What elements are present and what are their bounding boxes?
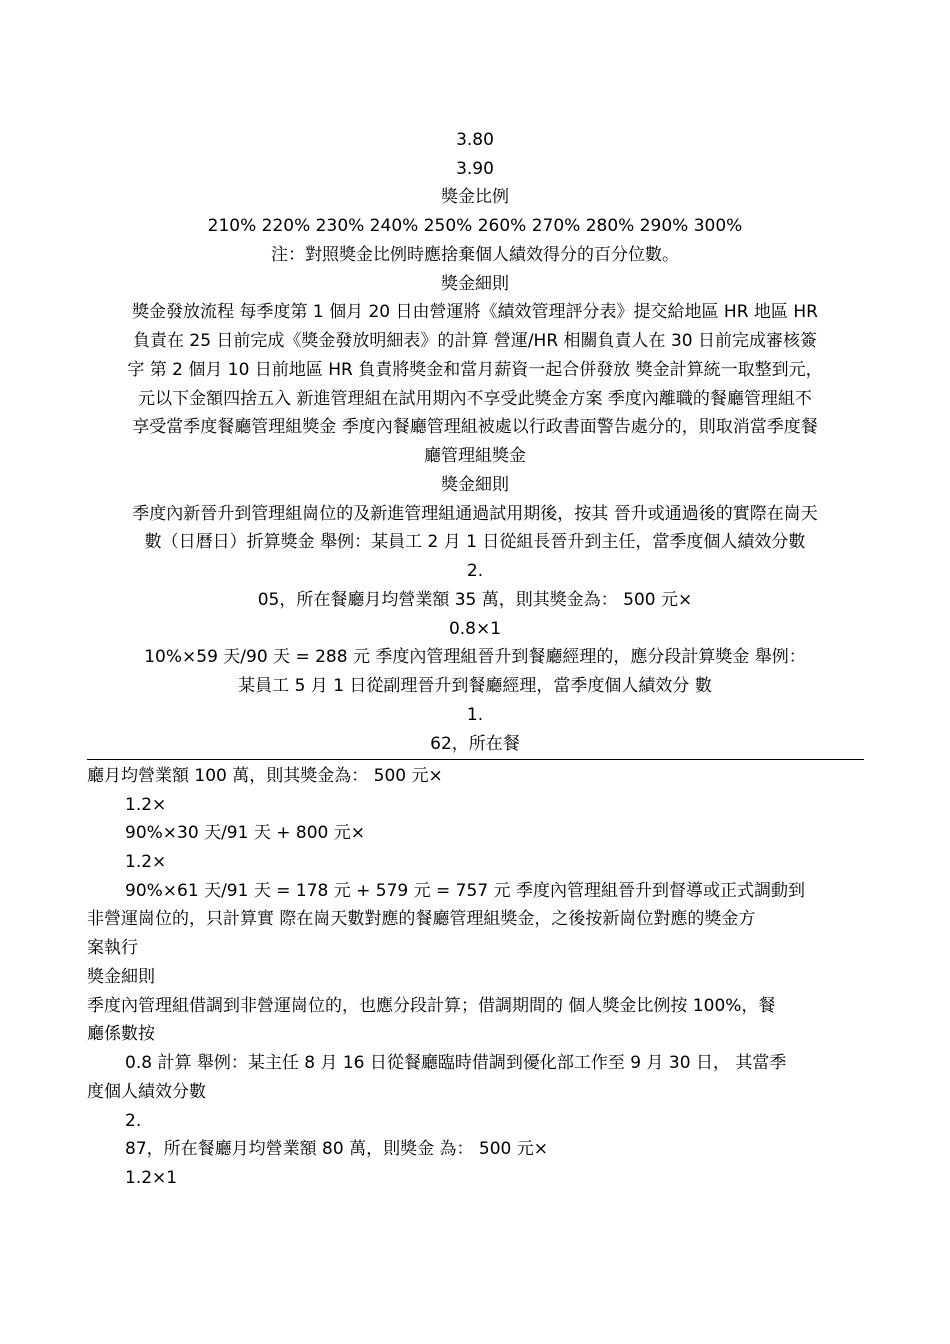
paragraph-line: 元以下金額四捨五入 新進管理組在試用期內不享受此獎金方案 季度內離職的餐廳管理組不 — [138, 389, 812, 409]
paragraph-line: 0.8×1 — [448, 619, 502, 639]
paragraph-line: 廳管理組獎金 — [424, 446, 526, 466]
paragraph-line: 非營運崗位的，只計算實 際在崗天數對應的餐廳管理組獎金，之後按新崗位對應的獎金方 — [87, 909, 756, 929]
paragraph-line: 享受當季度餐廳管理組獎金 季度內餐廳管理組被處以行政書面警告處分的，則取消當季度餐 — [132, 417, 818, 437]
horizontal-divider — [87, 759, 864, 760]
paragraph-line: 1. — [466, 705, 484, 725]
paragraph-line: 廳係數按 — [87, 1024, 155, 1044]
note-text: 注：對照獎金比例時應捨棄個人績效得分的百分位數。 — [271, 245, 679, 265]
paragraph-line: 度個人績效分數 — [87, 1082, 206, 1102]
paragraph-line: 2. — [125, 1111, 142, 1131]
paragraph-line: 季度內新晉升到管理組崗位的及新進管理組通過試用期後，按其 晉升或通過後的實際在崗天 — [132, 504, 818, 524]
table-row-value: 3.90 — [456, 159, 494, 179]
paragraph-line: 某員工 5 月 1 日從副理晉升到餐廳經理，當季度個人績效分 數 — [238, 676, 712, 696]
paragraph-line: 獎金發放流程 每季度第 1 個月 20 日由營運將《績效管理評分表》提交給地區 HR 地區 HR — [132, 302, 818, 322]
paragraph-line: 季度內管理組借調到非營運崗位的，也應分段計算；借調期間的 個人獎金比例按 100%，餐 — [87, 996, 776, 1016]
paragraph-line: 87，所在餐廳月均營業額 80 萬，則獎金 為： 500 元× — [125, 1139, 548, 1159]
paragraph-line: 案執行 — [87, 938, 138, 958]
paragraph-line: 90%×30 天/91 天 + 800 元× — [125, 823, 365, 843]
paragraph-line: 廳月均營業額 100 萬，則其獎金為： 500 元× — [87, 766, 443, 786]
table-row-value: 3.80 — [456, 130, 494, 150]
bonus-ratio-row: 210% 220% 230% 240% 250% 260% 270% 280% 290% 300% — [207, 216, 743, 236]
paragraph-line: 字 第 2 個月 10 日前地區 HR 負責將獎金和當月薪資一起合併發放 獎金計算統一取整到元， — [127, 360, 823, 380]
paragraph-line: 10%×59 天/90 天 = 288 元 季度內管理組晉升到餐廳經理的，應分段計算獎金 舉例： — [144, 647, 806, 667]
paragraph-line: 90%×61 天/91 天 = 178 元 + 579 元 = 757 元 季度內管理組晉升到督導或正式調動到 — [125, 881, 805, 901]
paragraph-line: 數（日曆日）折算獎金 舉例：某員工 2 月 1 日從組長晉升到主任，當季度個人績效分數 — [144, 532, 806, 552]
paragraph-line: 1.2× — [125, 852, 167, 872]
paragraph-line: 2. — [466, 561, 484, 581]
paragraph-line: 1.2× — [125, 795, 167, 815]
paragraph-line: 負責在 25 日前完成《獎金發放明細表》的計算 營運/HR 相關負責人在 30 日前完成審核簽 — [132, 331, 817, 351]
section-heading: 獎金比例 — [441, 187, 509, 207]
section-heading: 獎金細則 — [87, 967, 155, 987]
paragraph-line: 0.8 計算 舉例：某主任 8 月 16 日從餐廳臨時借調到優化部工作至 9 月 30 日， 其當季 — [125, 1053, 787, 1073]
paragraph-line: 05，所在餐廳月均營業額 35 萬，則其獎金為： 500 元× — [257, 590, 693, 610]
section-heading: 獎金細則 — [441, 475, 509, 495]
section-heading: 獎金細則 — [441, 274, 509, 294]
paragraph-line: 62，所在餐 — [430, 734, 520, 754]
paragraph-line: 1.2×1 — [125, 1168, 178, 1188]
